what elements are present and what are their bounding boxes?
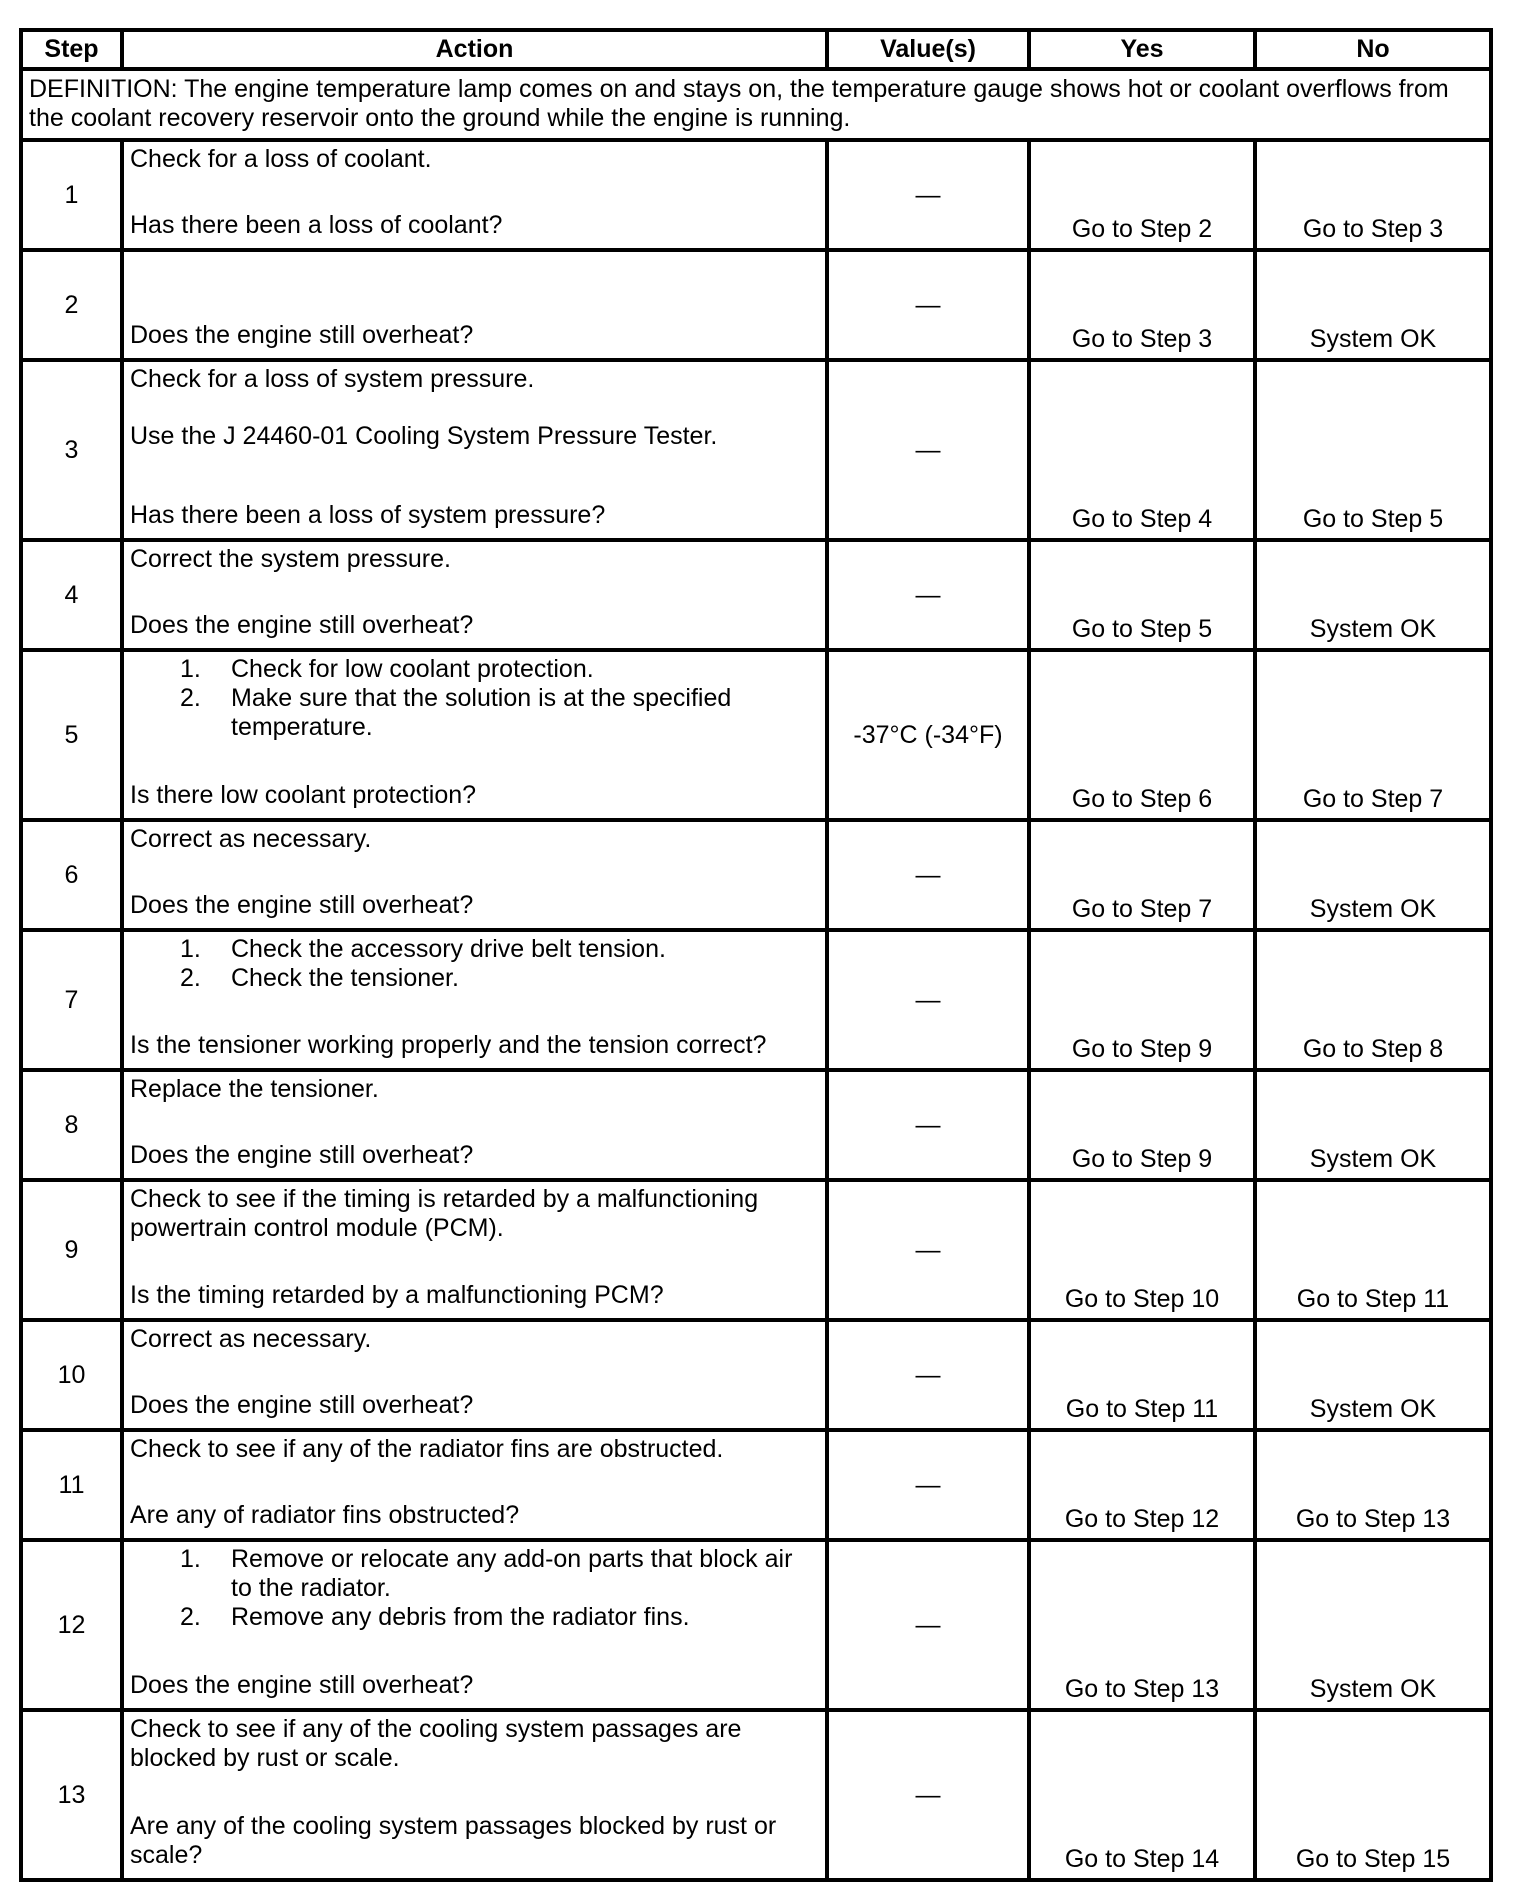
yes-result: Go to Step 6 [1029,650,1255,820]
action-list [130,655,819,742]
action-text: Replace the tensioner. [130,1075,379,1103]
action-cell [122,540,827,650]
action-cell [122,930,827,1070]
action-cell [122,360,827,540]
no-result: Go to Step 15 [1255,1710,1491,1880]
step-number: 6 [21,820,122,930]
no-result: System OK [1255,250,1491,360]
yes-result: Go to Step 7 [1029,820,1255,930]
list-text: Check the accessory drive belt tension. [231,935,666,963]
action-question: Has there been a loss of coolant? [130,211,503,239]
action-question: Does the engine still overheat? [130,1671,474,1699]
value-cell: — [827,360,1029,540]
table-row [21,1540,1491,1710]
action-cell [122,1710,827,1880]
action-text: Check to see if any of the radiator fins are obstructed. [130,1435,724,1463]
action-list [130,1545,819,1632]
value-cell: — [827,250,1029,360]
action-text: Correct the system pressure. [130,545,451,573]
action-list-item [130,964,819,993]
action-question: Does the engine still overheat? [130,1391,474,1419]
action-list-item [130,935,819,964]
yes-result: Go to Step 4 [1029,360,1255,540]
action-list-item [130,655,819,684]
value-cell: — [827,820,1029,930]
yes-result: Go to Step 12 [1029,1430,1255,1540]
no-result: Go to Step 8 [1255,930,1491,1070]
action-question: Does the engine still overheat? [130,891,474,919]
yes-result: Go to Step 3 [1029,250,1255,360]
yes-result: Go to Step 2 [1029,140,1255,250]
yes-result: Go to Step 11 [1029,1320,1255,1430]
action-text: Check for a loss of system pressure. [130,365,535,393]
header-yes: Yes [1029,30,1255,69]
value-cell: — [827,1070,1029,1180]
action-text: Correct as necessary. [130,1325,372,1353]
action-cell [122,140,827,250]
step-number: 4 [21,540,122,650]
header-row [21,30,1491,69]
table-row [21,820,1491,930]
value-cell: -37°C (-34°F) [827,650,1029,820]
action-cell [122,250,827,360]
action-question: Does the engine still overheat? [130,1141,474,1169]
step-number: 2 [21,250,122,360]
value-cell: — [827,140,1029,250]
value-cell: — [827,1540,1029,1710]
no-result: System OK [1255,1320,1491,1430]
table-row [21,360,1491,540]
action-cell [122,1320,827,1430]
list-number: 2. [180,1603,201,1631]
step-number: 11 [21,1430,122,1540]
list-text: Make sure that the solution is at the specified temperature. [231,684,732,741]
action-text: Use the J 24460-01 Cooling System Pressure Tester. [130,422,718,450]
list-number: 1. [180,1545,201,1573]
value-cell: — [827,1320,1029,1430]
yes-result: Go to Step 9 [1029,930,1255,1070]
no-result: Go to Step 5 [1255,360,1491,540]
table-row [21,1180,1491,1320]
diagnostic-table [19,28,1493,1882]
action-question: Are any of radiator fins obstructed? [130,1501,520,1529]
definition-text: DEFINITION: The engine temperature lamp comes on and stays on, the temperature gauge shows hot or coolant overflows from the coolant recovery reservoir onto the ground while the engine is running. [21,69,1491,140]
list-text: Remove any debris from the radiator fins. [231,1603,690,1631]
list-number: 1. [180,935,201,963]
no-result: System OK [1255,1540,1491,1710]
yes-result: Go to Step 14 [1029,1710,1255,1880]
action-cell [122,820,827,930]
table-row [21,930,1491,1070]
table-row [21,140,1491,250]
action-cell [122,1180,827,1320]
list-text: Check for low coolant protection. [231,655,594,683]
list-number: 2. [180,964,201,992]
no-result: Go to Step 3 [1255,140,1491,250]
step-number: 13 [21,1710,122,1880]
list-number: 2. [180,684,201,712]
step-number: 8 [21,1070,122,1180]
action-question: Does the engine still overheat? [130,321,474,349]
step-number: 9 [21,1180,122,1320]
action-cell [122,1430,827,1540]
yes-result: Go to Step 13 [1029,1540,1255,1710]
yes-result: Go to Step 5 [1029,540,1255,650]
no-result: Go to Step 11 [1255,1180,1491,1320]
no-result: System OK [1255,820,1491,930]
action-cell [122,650,827,820]
no-result: Go to Step 13 [1255,1430,1491,1540]
list-text: Remove or relocate any add-on parts that block air to the radiator. [231,1545,793,1602]
value-cell: — [827,1710,1029,1880]
action-cell [122,1540,827,1710]
action-list [130,935,819,993]
step-number: 5 [21,650,122,820]
step-number: 7 [21,930,122,1070]
action-text: Correct as necessary. [130,825,372,853]
action-list-item [130,1603,819,1632]
table-row [21,1430,1491,1540]
no-result: System OK [1255,540,1491,650]
step-number: 12 [21,1540,122,1710]
list-number: 1. [180,655,201,683]
table-row [21,1070,1491,1180]
table-row [21,250,1491,360]
yes-result: Go to Step 10 [1029,1180,1255,1320]
step-number: 3 [21,360,122,540]
header-values: Value(s) [827,30,1029,69]
step-number: 10 [21,1320,122,1430]
action-text: Check to see if any of the cooling system passages are blocked by rust or scale. [130,1715,742,1772]
list-text: Check the tensioner. [231,964,459,992]
action-question: Are any of the cooling system passages blocked by rust or scale? [130,1812,777,1869]
header-action: Action [122,30,827,69]
table-row [21,1320,1491,1430]
header-no: No [1255,30,1491,69]
action-question: Does the engine still overheat? [130,611,474,639]
definition-row [21,69,1491,140]
action-question: Has there been a loss of system pressure? [130,501,606,529]
no-result: System OK [1255,1070,1491,1180]
value-cell: — [827,1430,1029,1540]
table-row [21,540,1491,650]
table-row [21,1710,1491,1880]
header-step: Step [21,30,122,69]
value-cell: — [827,930,1029,1070]
action-text: Check to see if the timing is retarded by a malfunctioning powertrain control module (PCM). [130,1185,759,1242]
yes-result: Go to Step 9 [1029,1070,1255,1180]
action-list-item [130,1545,819,1603]
action-text: Check for a loss of coolant. [130,145,432,173]
table-row [21,650,1491,820]
action-cell [122,1070,827,1180]
value-cell: — [827,1180,1029,1320]
no-result: Go to Step 7 [1255,650,1491,820]
action-question: Is the timing retarded by a malfunctioning PCM? [130,1281,664,1309]
action-list-item [130,684,819,742]
value-cell: — [827,540,1029,650]
step-number: 1 [21,140,122,250]
action-question: Is the tensioner working properly and the tension correct? [130,1031,767,1059]
action-question: Is there low coolant protection? [130,781,477,809]
